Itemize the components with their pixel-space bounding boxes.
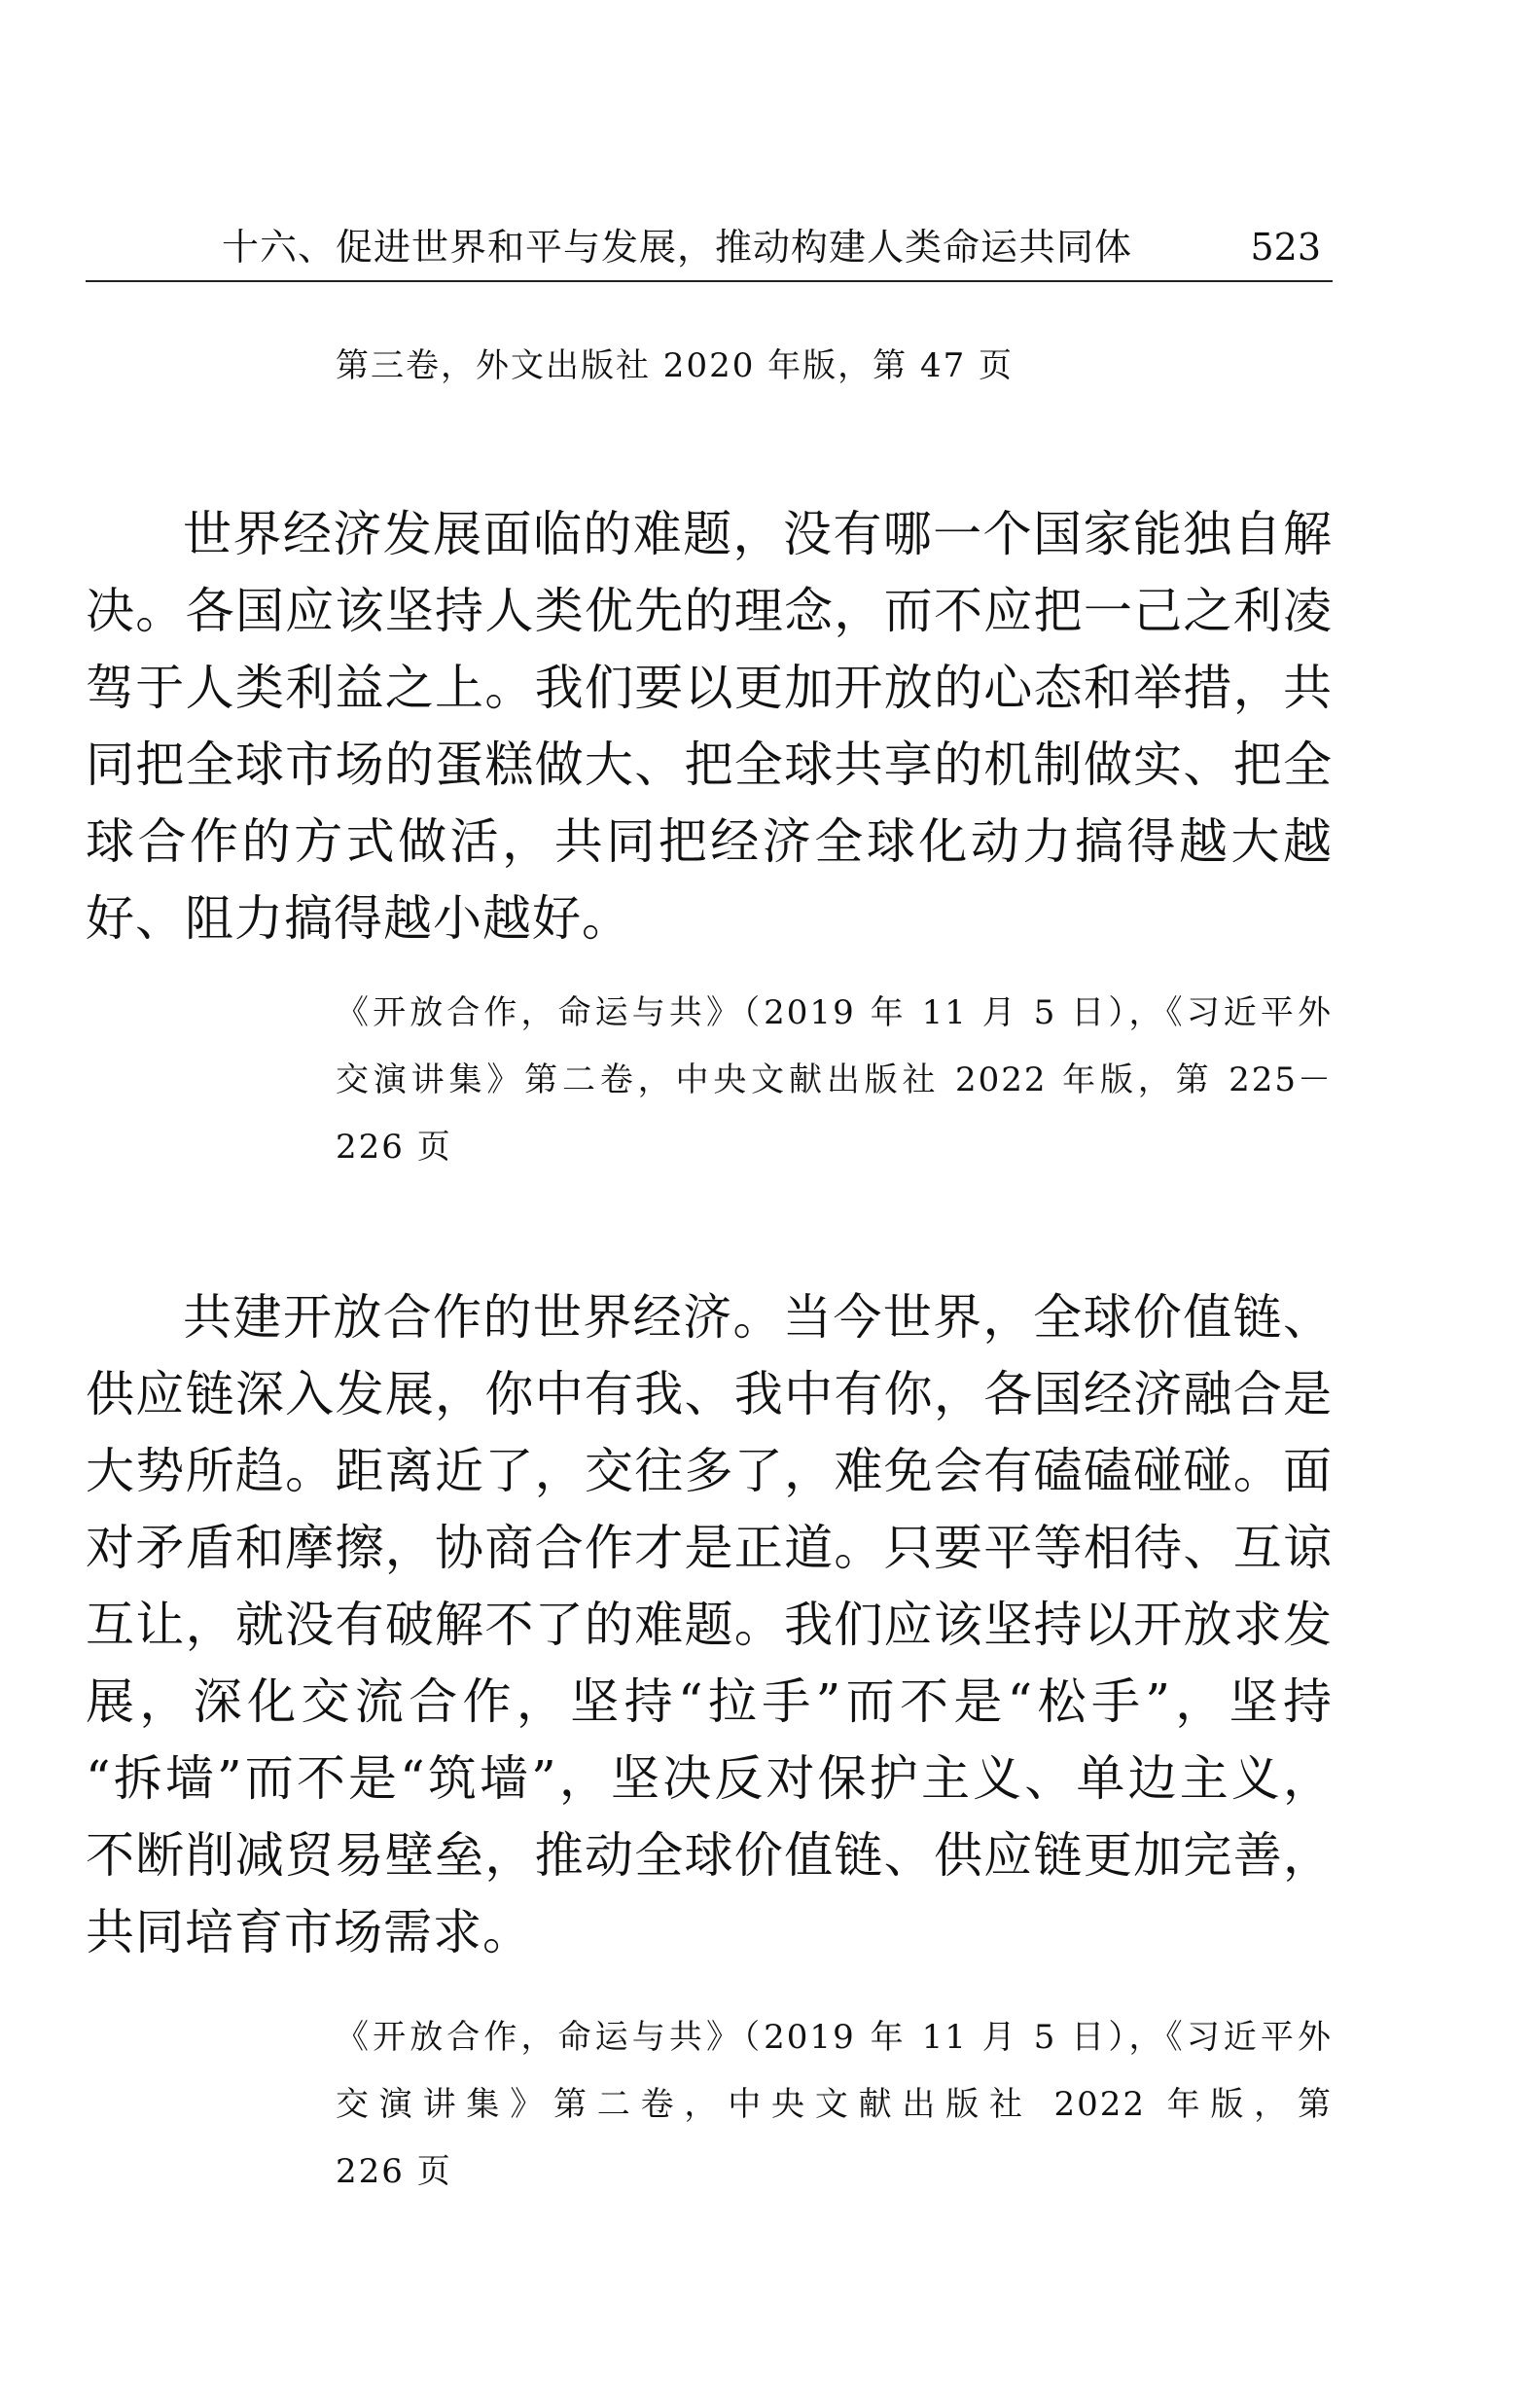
citation-2 xyxy=(336,2004,1333,2206)
paragraph-line: 决。各国应该坚持人类优先的理念，而不应把一己之利凌 xyxy=(86,583,1333,639)
citation-line: 《开放合作，命运与共》（2019 年 11 月 5 日），《习近平外 xyxy=(336,2018,1333,2057)
body-paragraph-1 xyxy=(86,496,1333,957)
citation-1 xyxy=(336,980,1333,1181)
paragraph-line: “拆墙”而不是“筑墙”，坚决反对保护主义、单边主义， xyxy=(86,1750,1333,1807)
body-paragraph-2 xyxy=(86,1279,1333,1971)
paragraph-line: 展，深化交流合作，坚持“拉手”而不是“松手”，坚持 xyxy=(86,1673,1333,1730)
paragraph-line: 不断削减贸易壁垒，推动全球价值链、供应链更加完善， xyxy=(86,1827,1333,1884)
page-number: 523 xyxy=(1250,226,1321,269)
citation-line: 交演讲集》第二卷，中央文献出版社 2022 年版，第 xyxy=(336,2085,1333,2124)
paragraph-line: 共建开放合作的世界经济。当今世界，全球价值链、 xyxy=(183,1289,1333,1346)
chapter-title: 十六、促进世界和平与发展，推动构建人类命运共同体 xyxy=(222,226,1133,269)
paragraph-line: 球合作的方式做活，共同把经济全球化动力搞得越大越 xyxy=(86,813,1333,870)
citation-line: 226 页 xyxy=(336,2152,452,2191)
continued-citation: 第三卷，外文出版社 2020 年版，第 47 页 xyxy=(336,346,1015,385)
paragraph-line: 大势所趋。距离近了，交往多了，难免会有磕磕碰碰。面 xyxy=(86,1443,1333,1499)
paragraph-line: 同把全球市场的蛋糕做大、把全球共享的机制做实、把全 xyxy=(86,737,1333,793)
running-header xyxy=(86,220,1333,282)
paragraph-line: 世界经济发展面临的难题，没有哪一个国家能独自解 xyxy=(183,506,1333,562)
citation-line: 226 页 xyxy=(336,1128,452,1167)
paragraph-line: 共同培育市场需求。 xyxy=(86,1904,532,1960)
citation-line: 交演讲集》第二卷，中央文献出版社 2022 年版，第 225－ xyxy=(336,1060,1333,1099)
citation-line: 《开放合作，命运与共》（2019 年 11 月 5 日），《习近平外 xyxy=(336,993,1333,1032)
paragraph-line: 驾于人类利益之上。我们要以更加开放的心态和举措，共 xyxy=(86,660,1333,716)
paragraph-line: 供应链深入发展，你中有我、我中有你，各国经济融合是 xyxy=(86,1366,1333,1422)
paragraph-line: 互让，就没有破解不了的难题。我们应该坚持以开放求发 xyxy=(86,1597,1333,1653)
paragraph-line: 好、阻力搞得越小越好。 xyxy=(86,890,631,947)
paragraph-line: 对矛盾和摩擦，协商合作才是正道。只要平等相待、互谅 xyxy=(86,1520,1333,1576)
